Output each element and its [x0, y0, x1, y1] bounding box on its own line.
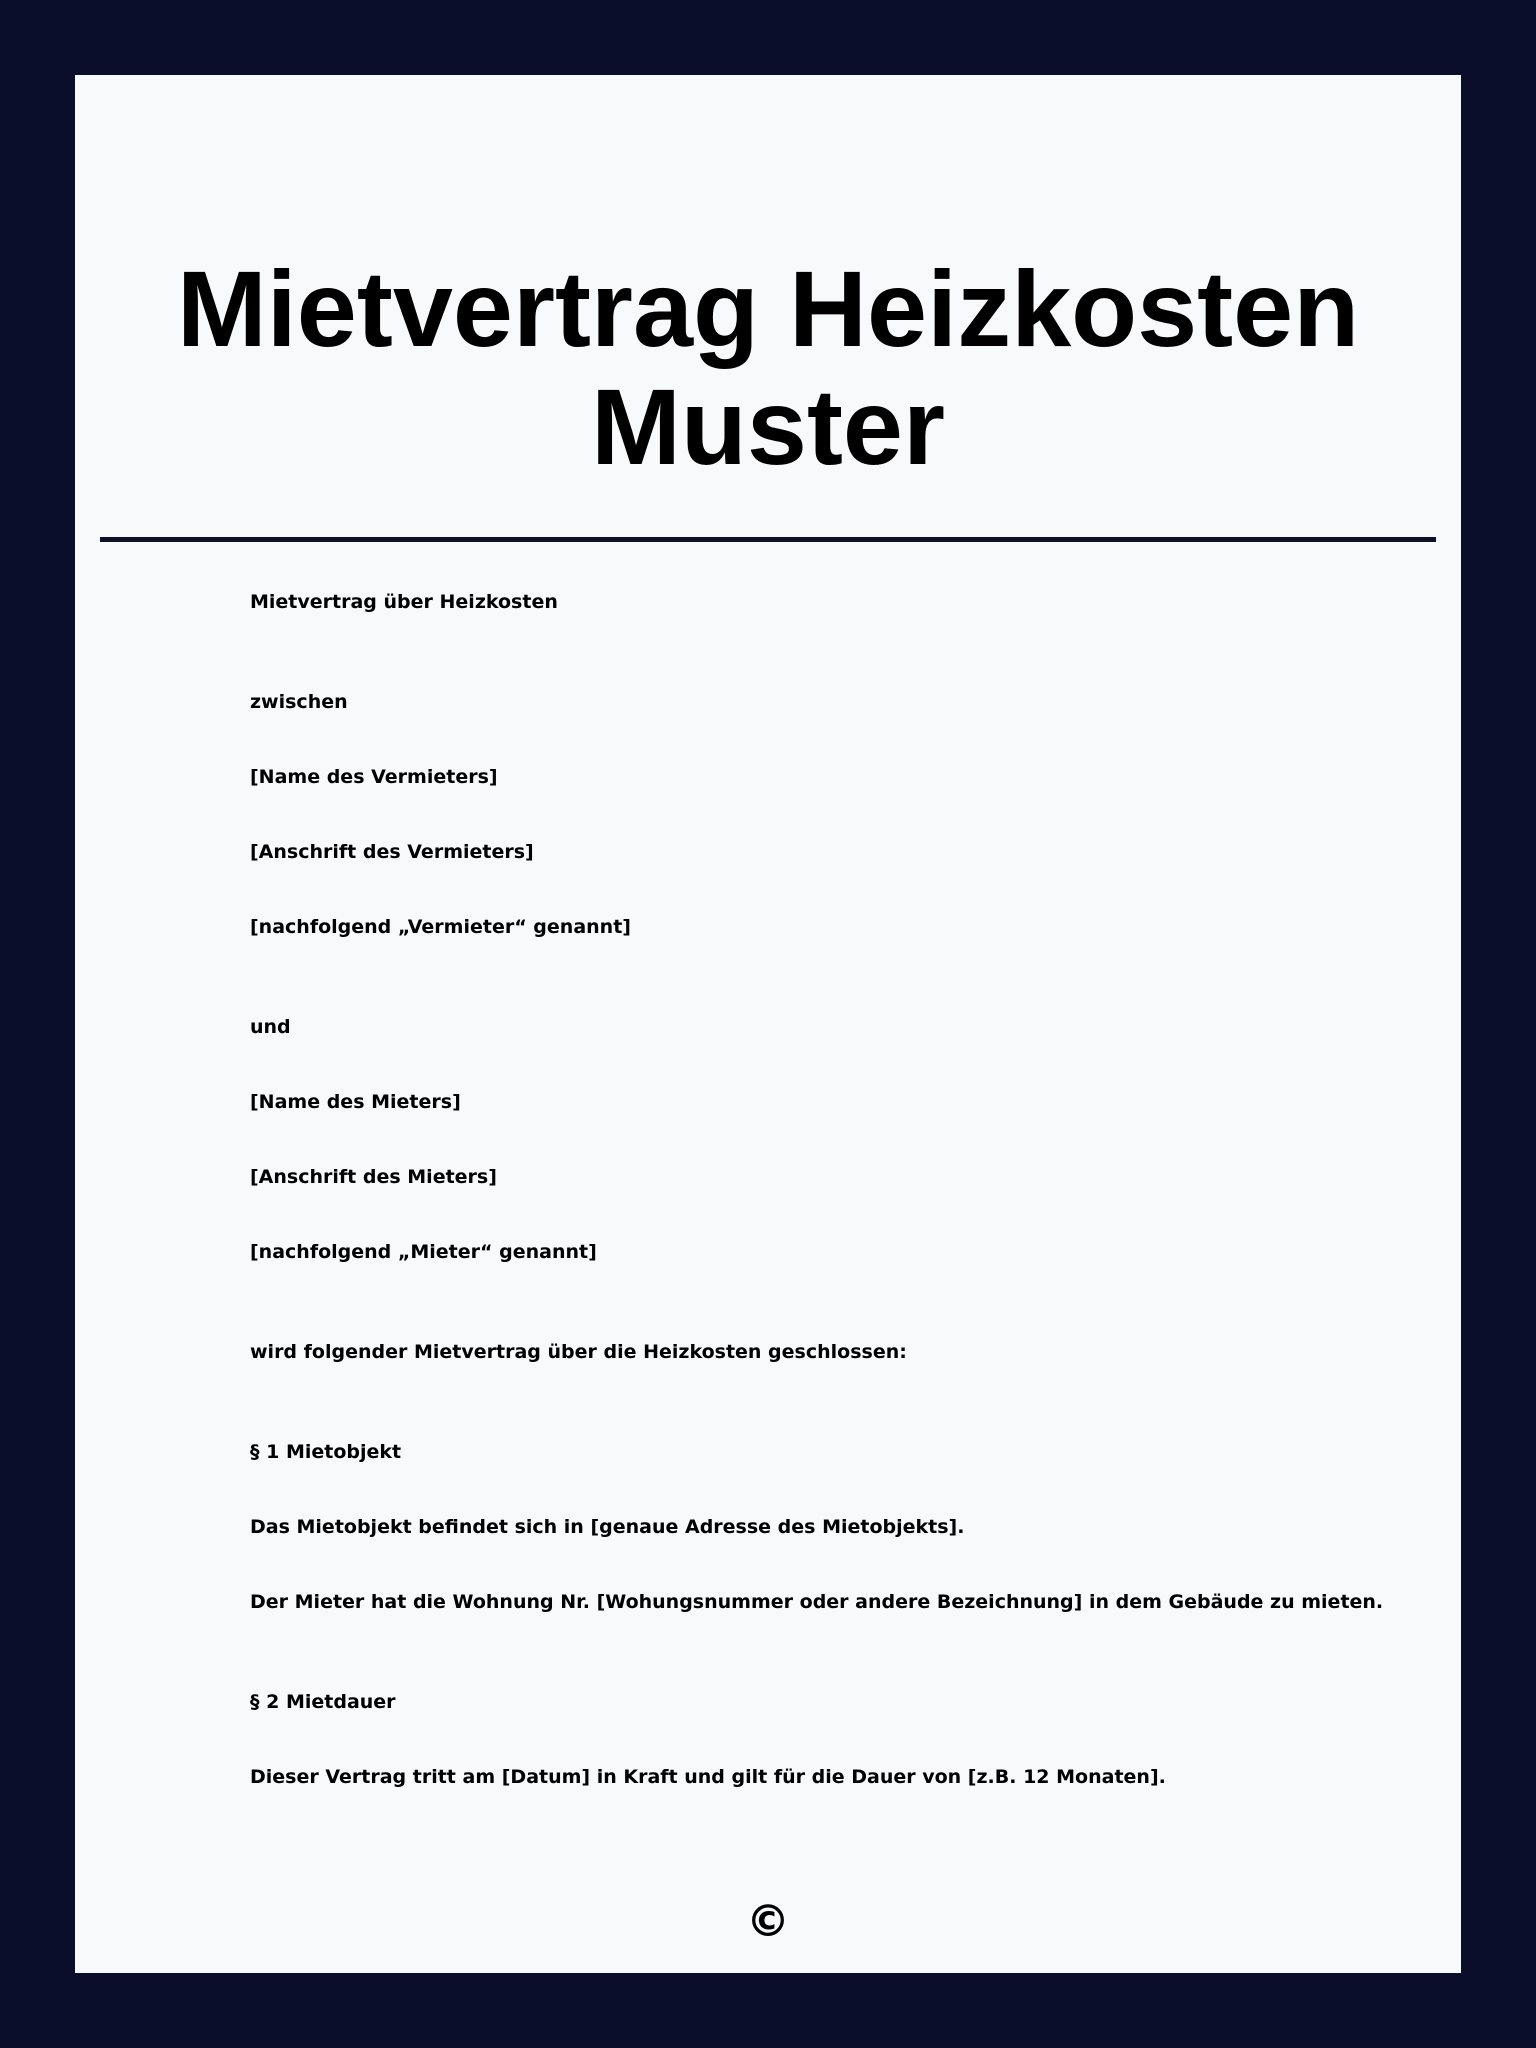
- section-2-heading: § 2 Mietdauer: [250, 1691, 396, 1713]
- tenant-name-placeholder: [Name des Mieters]: [250, 1091, 461, 1113]
- document-page: [75, 75, 1461, 1973]
- tenant-alias: [nachfolgend „Mieter“ genannt]: [250, 1241, 597, 1263]
- section-2-duration: Dieser Vertrag tritt am [Datum] in Kraft und gilt für die Dauer von [z.B. 12 Monaten].: [250, 1766, 1166, 1788]
- tenant-address-placeholder: [Anschrift des Mieters]: [250, 1166, 497, 1188]
- title-divider: [100, 537, 1436, 542]
- section-1-apartment: Der Mieter hat die Wohnung Nr. [Wohungsnummer oder andere Bezeichnung] in dem Gebäude zu mieten.: [250, 1591, 1384, 1613]
- between-label: zwischen: [250, 691, 348, 713]
- landlord-alias: [nachfolgend „Vermieter“ genannt]: [250, 916, 631, 938]
- document-title: Mietvertrag Heizkosten Muster: [176, 248, 1360, 487]
- section-1-address: Das Mietobjekt befindet sich in [genaue Adresse des Mietobjekts].: [250, 1516, 965, 1538]
- landlord-address-placeholder: [Anschrift des Vermieters]: [250, 841, 534, 863]
- and-label: und: [250, 1016, 291, 1038]
- section-1-heading: § 1 Mietobjekt: [250, 1441, 402, 1463]
- contract-intro: wird folgender Mietvertrag über die Heizkosten geschlossen:: [250, 1341, 907, 1363]
- copyright-icon: ©: [746, 1896, 790, 1947]
- landlord-name-placeholder: [Name des Vermieters]: [250, 766, 498, 788]
- contract-heading: Mietvertrag über Heizkosten: [250, 591, 558, 613]
